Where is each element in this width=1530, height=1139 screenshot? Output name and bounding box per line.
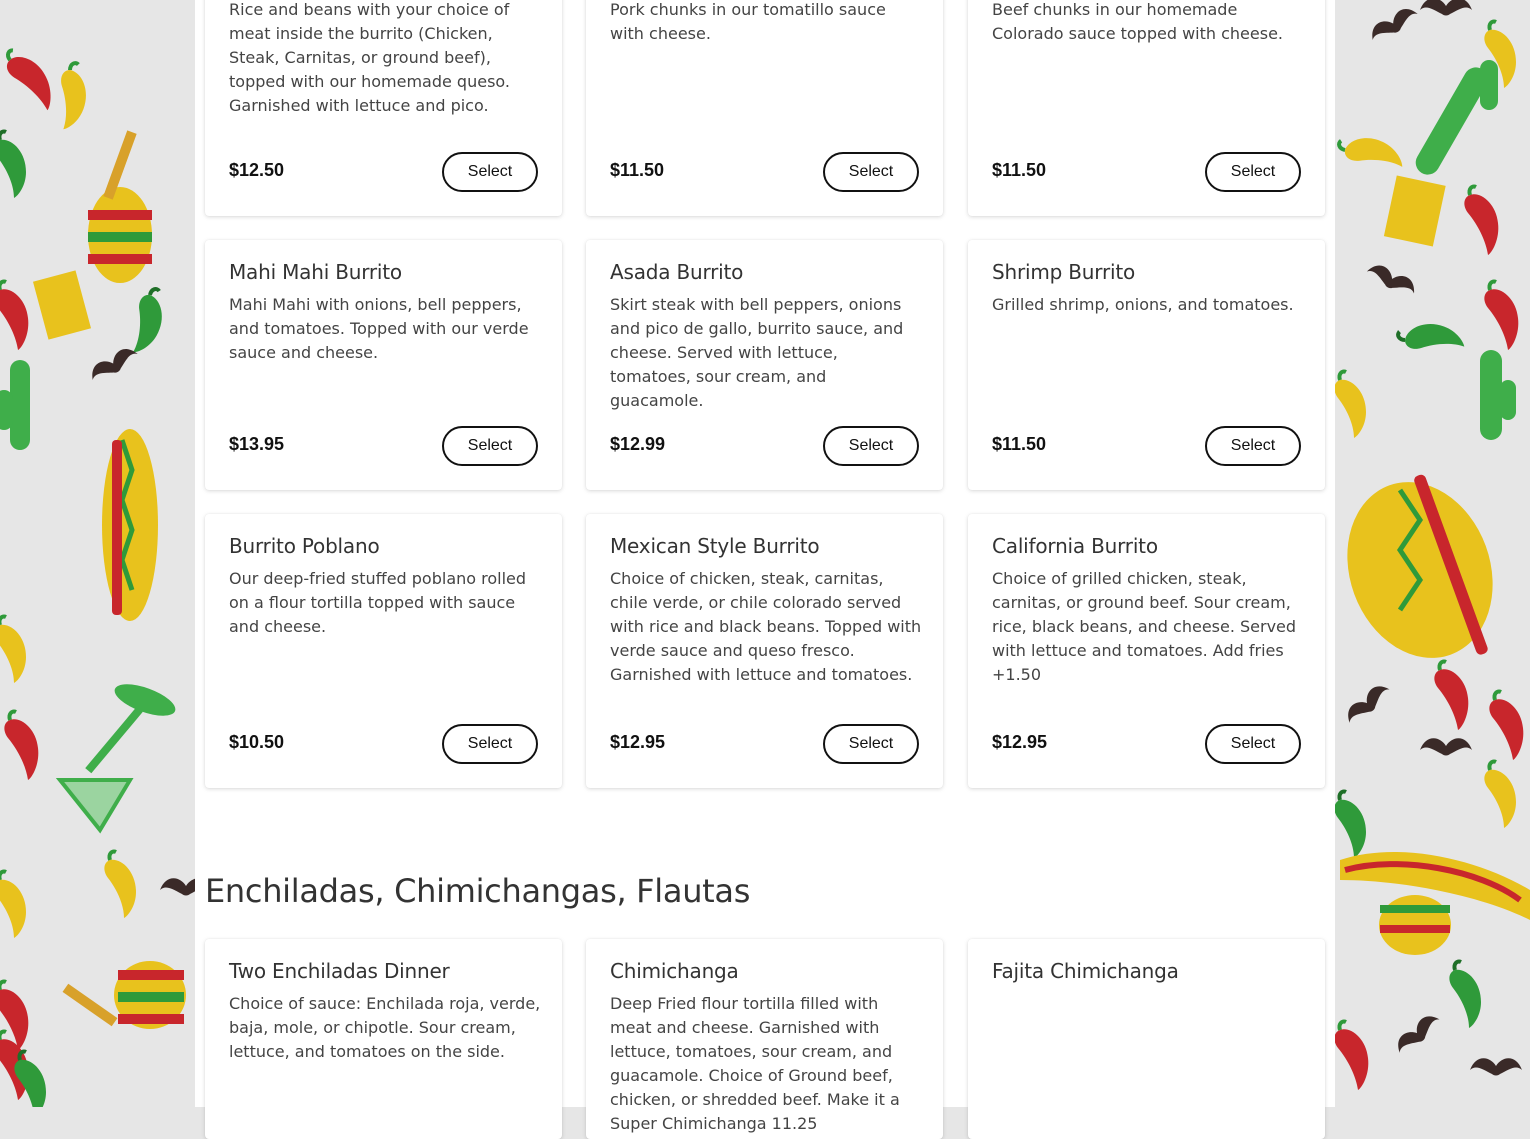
margarita-glass-icon xyxy=(60,678,179,830)
select-button[interactable]: Select xyxy=(823,426,919,466)
menu-item-title: Chimichanga xyxy=(610,959,739,983)
menu-item-price: $13.95 xyxy=(229,434,285,454)
select-button[interactable]: Select xyxy=(823,724,919,764)
menu-item-description: Rice and beans with your choice of meat inside the burrito (Chicken, Steak, Carnitas, or ground beef), topped with our homemade queso. Garnished with lettuce and pico. xyxy=(229,0,510,115)
select-button[interactable]: Select xyxy=(1205,724,1301,764)
maraca-icon xyxy=(88,130,152,283)
menu-item-description: Mahi Mahi with onions, bell peppers, and tomatoes. Topped with our verde sauce and cheese. xyxy=(229,295,529,362)
select-button[interactable]: Select xyxy=(442,152,538,192)
select-button[interactable]: Select xyxy=(823,152,919,192)
menu-item-card xyxy=(968,240,1325,490)
menu-item-description: Choice of sauce: Enchilada roja, verde, baja, mole, or chipotle. Sour cream, lettuce, and tomatoes on the side. xyxy=(229,994,541,1061)
sombrero-brim-right xyxy=(1340,852,1530,955)
menu-item-title: California Burrito xyxy=(992,534,1158,558)
menu-item-card xyxy=(968,514,1325,788)
menu-item-card xyxy=(586,514,943,788)
select-button[interactable]: Select xyxy=(442,426,538,466)
cactus-icon-right xyxy=(1411,60,1498,179)
menu-item-card xyxy=(205,939,562,1139)
menu-item-title: Fajita Chimichanga xyxy=(992,959,1179,983)
select-button[interactable]: Select xyxy=(1205,152,1301,192)
menu-item-price: $10.50 xyxy=(229,732,285,752)
menu-item-description: Deep Fried flour tortilla filled with meat and cheese. Garnished with lettuce, tomatoes, sour cream, and guacamole. Choice of Ground beef, chicken, or shredded beef. Make it a Super Chimichanga 11.25 xyxy=(610,994,900,1133)
menu-item-card xyxy=(586,939,943,1139)
menu-item-title: Asada Burrito xyxy=(610,260,744,284)
menu-item-description: Choice of grilled chicken, steak, carnitas, or ground beef. Sour cream, rice, black beans, and cheese. Served with lettuce and tomatoes. Add fries +1.50 xyxy=(992,569,1297,684)
menu-item-title: Burrito Poblano xyxy=(229,534,380,558)
menu-item-price: $12.50 xyxy=(229,160,285,180)
menu-item-description: Beef chunks in our homemade Colorado sauce topped with cheese. xyxy=(992,0,1283,43)
menu-item-description: Skirt steak with bell peppers, onions and pico de gallo, burrito sauce, and cheese. Served with lettuce, tomatoes, sour cream, and guacamole. xyxy=(610,295,904,410)
select-button[interactable]: Select xyxy=(442,724,538,764)
cactus-icon xyxy=(0,360,30,450)
menu-item-card xyxy=(586,240,943,490)
menu-item-card xyxy=(968,939,1325,1139)
menu-item-price: $12.95 xyxy=(992,732,1048,752)
section-title: Enchiladas, Chimichangas, Flautas xyxy=(205,872,751,910)
menu-item-description: Pork chunks in our tomatillo sauce with cheese. xyxy=(610,0,886,43)
menu-item-price: $11.50 xyxy=(992,434,1047,454)
menu-item-price: $11.50 xyxy=(610,160,665,180)
menu-item-title: Two Enchiladas Dinner xyxy=(229,959,450,983)
menu-item-description: Our deep-fried stuffed poblano rolled on a flour tortilla topped with sauce and cheese. xyxy=(229,569,527,636)
menu-item-card xyxy=(968,0,1325,216)
menu-item-description: Grilled shrimp, onions, and tomatoes. xyxy=(992,295,1294,314)
menu-item-card xyxy=(205,514,562,788)
select-button[interactable]: Select xyxy=(1205,426,1301,466)
menu-item-price: $11.50 xyxy=(992,160,1047,180)
menu-item-title: Mahi Mahi Burrito xyxy=(229,260,402,284)
menu-item-title: Shrimp Burrito xyxy=(992,260,1136,284)
menu-item-price: $12.95 xyxy=(610,732,666,752)
menu-item-card xyxy=(205,0,562,216)
menu-item-title: Mexican Style Burrito xyxy=(610,534,820,558)
sombrero-icon-right xyxy=(1323,461,1516,678)
menu-item-price: $12.99 xyxy=(610,434,666,454)
sombrero-icon xyxy=(102,429,158,621)
menu-item-card xyxy=(205,240,562,490)
menu-item-card xyxy=(586,0,943,216)
menu-item-description: Choice of chicken, steak, carnitas, chile verde, or chile colorado served with rice and black beans. Topped with verde sauce and queso fresco. Garnished with lettuce and tomatoes. xyxy=(610,569,922,684)
menu-content xyxy=(195,0,1335,1133)
